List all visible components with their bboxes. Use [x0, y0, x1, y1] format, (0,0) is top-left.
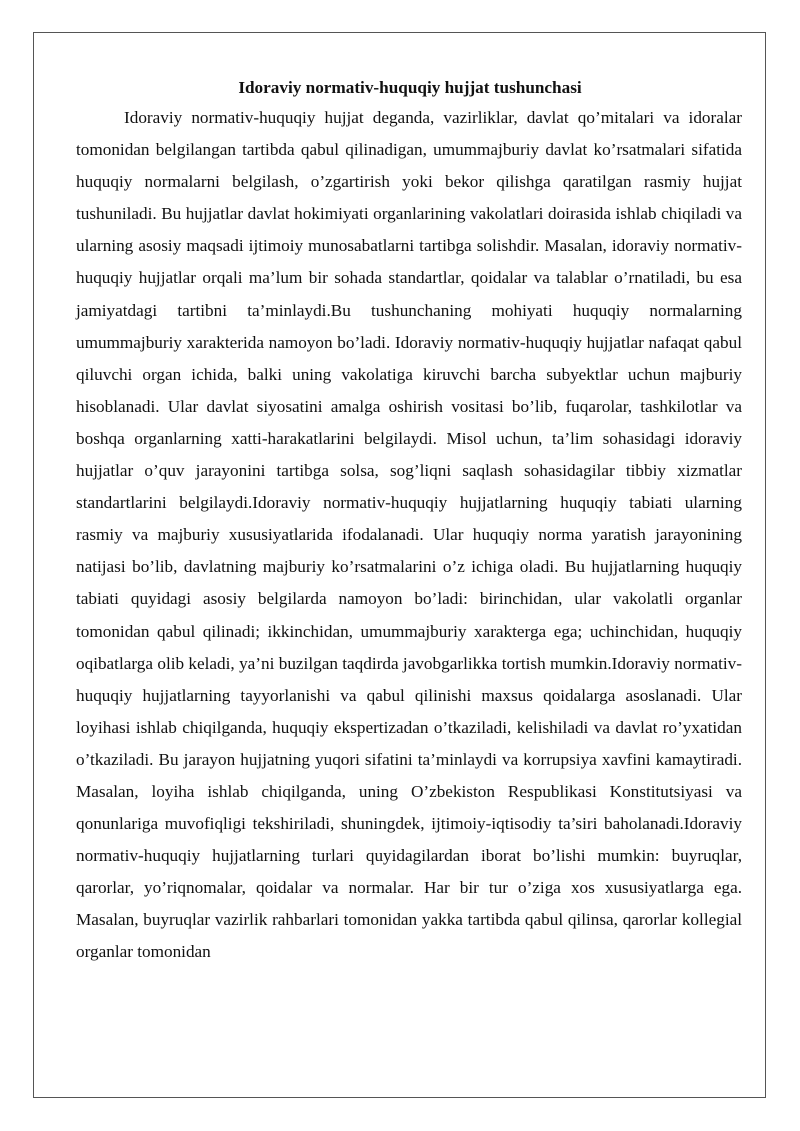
document-content [76, 73, 742, 969]
body-paragraph: Idoraviy normativ-huquqiy hujjat deganda, vazirliklar, davlat qo’mitalari va idoralar tomonidan belgilangan tartibda qabul qilinadigan, umummajburiy davlat ko’rsatmalari sifatida huquqiy normalarni belgilash, o’zgartirish yoki bekor qilishga qaratilgan rasmiy hujjat tushuniladi. Bu hujjatlar davlat hokimiyati organlarining vakolatlari doirasida ishlab chiqiladi va ularning asosiy maqsadi ijtimoiy munosabatlarni tartibga solishdir. Masalan, idoraviy normativ-huquqiy hujjatlar orqali ma’lum bir sohada standartlar, qoidalar va talablar o’rnatiladi, bu esa jamiyatdagi tartibni ta’minlaydi.Bu tushunchaning mohiyati huquqiy normalarning umummajburiy xarakterida namoyon bo’ladi. Idoraviy normativ-huquqiy hujjatlar nafaqat qabul qiluvchi organ ichida, balki uning vakolatiga kiruvchi barcha subyektlar uchun majburiy hisoblanadi. Ular davlat siyosatini amalga oshirish vositasi bo’lib, fuqarolar, tashkilotlar va boshqa organlarning xatti-harakatlarini belgilaydi. Misol uchun, ta’lim sohasidagi idoraviy hujjatlar o’quv jarayonini tartibga solsa, sog’liqni saqlash sohasidagilar tibbiy xizmatlar standartlarini belgilaydi.Idoraviy normativ-huquqiy hujjatlarning huquqiy tabiati ularning rasmiy va majburiy xususiyatlarida ifodalanadi. Ular huquqiy norma yaratish jarayonining natijasi bo’lib, davlatning majburiy ko’rsatmalarini o’z ichiga oladi. Bu hujjatlarning huquqiy tabiati quyidagi asosiy belgilarda namoyon bo’ladi: birinchidan, ular vakolatli organlar tomonidan qabul qilinadi; ikkinchidan, umummajburiy xarakterga ega; uchinchidan, huquqiy oqibatlarga olib keladi, ya’ni buzilgan taqdirda javobgarlikka tortish mumkin.Idoraviy normativ-huquqiy hujjatlarning tayyorlanishi va qabul qilinishi maxsus qoidalarga asoslanadi. Ular loyihasi ishlab chiqilganda, huquqiy ekspertizadan o’tkaziladi, kelishiladi va davlat ro’yxatidan o’tkaziladi. Bu jarayon hujjatning yuqori sifatini ta’minlaydi va korrupsiya xavfini kamaytiradi. Masalan, loyiha ishlab chiqilganda, uning O’zbekiston Respublikasi Konstitutsiyasi va qonunlariga muvofiqligi tekshiriladi, shuningdek, ijtimoiy-iqtisodiy ta’siri baholanadi.Idoraviy normativ-huquqiy hujjatlarning turlari quyidagilardan iborat bo’lishi mumkin: buyruqlar, qarorlar, yo’riqnomalar, qoidalar va normalar. Har bir tur o’ziga xos xususiyatlarga ega. Masalan, buyruqlar vazirlik rahbarlari tomonidan yakka tartibda qabul qilinsa, qarorlar kollegial organlar tomonidan [76, 108, 742, 962]
document-title: Idoraviy normativ-huquqiy hujjat tushunchasi [238, 78, 582, 97]
